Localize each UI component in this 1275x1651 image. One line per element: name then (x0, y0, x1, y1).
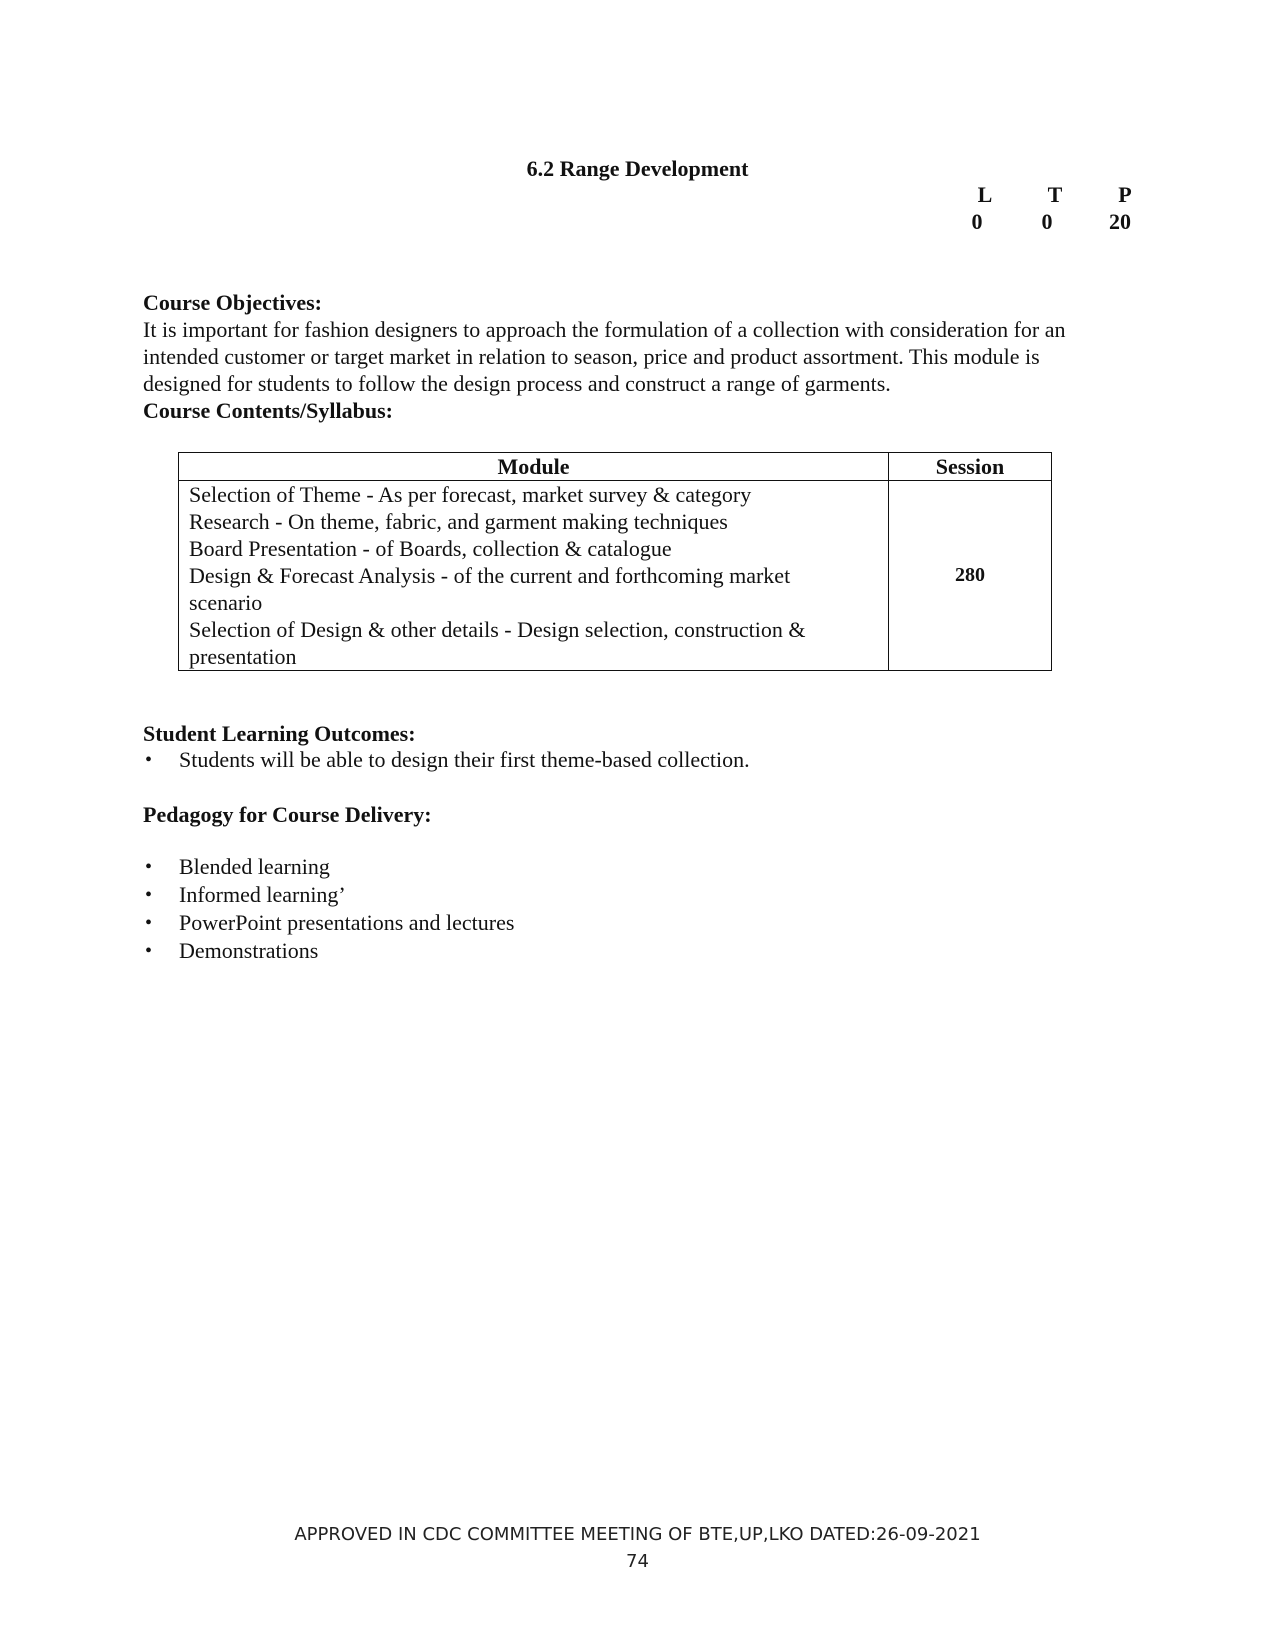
page-number: 74 (626, 1551, 649, 1572)
module-column-header: Module (179, 453, 889, 481)
objectives-line: It is important for fashion designers to approach the formulation of a collection with consideration for an (143, 317, 1066, 342)
module-line: scenario (189, 590, 263, 615)
list-item (143, 909, 514, 937)
list-item (143, 881, 514, 909)
list-item-text: Students will be able to design their first theme-based collection. (179, 747, 750, 772)
list-item (143, 853, 514, 881)
list-item (143, 746, 750, 774)
bullet-icon: • (145, 912, 153, 934)
syllabus-table (178, 452, 1052, 671)
ltp-header-l: L (977, 182, 993, 207)
syllabus-heading: Course Contents/Syllabus: (143, 398, 393, 423)
bullet-icon: • (145, 884, 153, 906)
bullet-icon: • (145, 940, 153, 962)
pedagogy-heading: Pedagogy for Course Delivery: (143, 802, 432, 827)
module-line: Selection of Theme - As per forecast, market survey & category (189, 482, 752, 507)
list-item-text: Blended learning (179, 854, 330, 879)
table-row (179, 481, 1052, 671)
objectives-line: intended customer or target market in relation to season, price and product assortment. This module is (143, 344, 1040, 369)
ltp-value-p: 20 (1109, 209, 1131, 234)
module-line: Design & Forecast Analysis - of the current and forthcoming market (189, 563, 791, 588)
list-item-text: PowerPoint presentations and lectures (179, 910, 515, 935)
course-title: 6.2 Range Development (526, 156, 749, 181)
list-item-text: Demonstrations (179, 938, 319, 963)
module-cell (179, 481, 889, 671)
bullet-icon: • (145, 856, 153, 878)
objectives-line: designed for students to follow the design process and construct a range of garments. (143, 371, 891, 396)
outcomes-list (143, 746, 750, 774)
table-header-row (179, 453, 1052, 481)
ltp-header-t: T (1047, 182, 1063, 207)
session-column-header: Session (889, 453, 1052, 481)
ltp-value-l: 0 (971, 209, 983, 234)
module-line: Selection of Design & other details - Design selection, construction & (189, 617, 806, 642)
objectives-heading: Course Objectives: (143, 290, 323, 315)
session-cell: 280 (889, 481, 1052, 671)
bullet-icon: • (145, 749, 153, 771)
module-line: Research - On theme, fabric, and garment making techniques (189, 509, 728, 534)
ltp-value-t: 0 (1041, 209, 1053, 234)
module-line: presentation (189, 644, 297, 669)
ltp-table (955, 182, 1145, 238)
list-item (143, 937, 514, 965)
module-line: Board Presentation - of Boards, collection & catalogue (189, 536, 672, 561)
outcomes-heading: Student Learning Outcomes: (143, 721, 416, 746)
approval-footer: APPROVED IN CDC COMMITTEE MEETING OF BTE,UP,LKO DATED:26-09-2021 (294, 1524, 981, 1545)
list-item-text: Informed learning’ (179, 882, 346, 907)
pedagogy-list (143, 853, 514, 965)
ltp-header-p: P (1118, 182, 1132, 207)
objectives-text (143, 316, 1143, 397)
